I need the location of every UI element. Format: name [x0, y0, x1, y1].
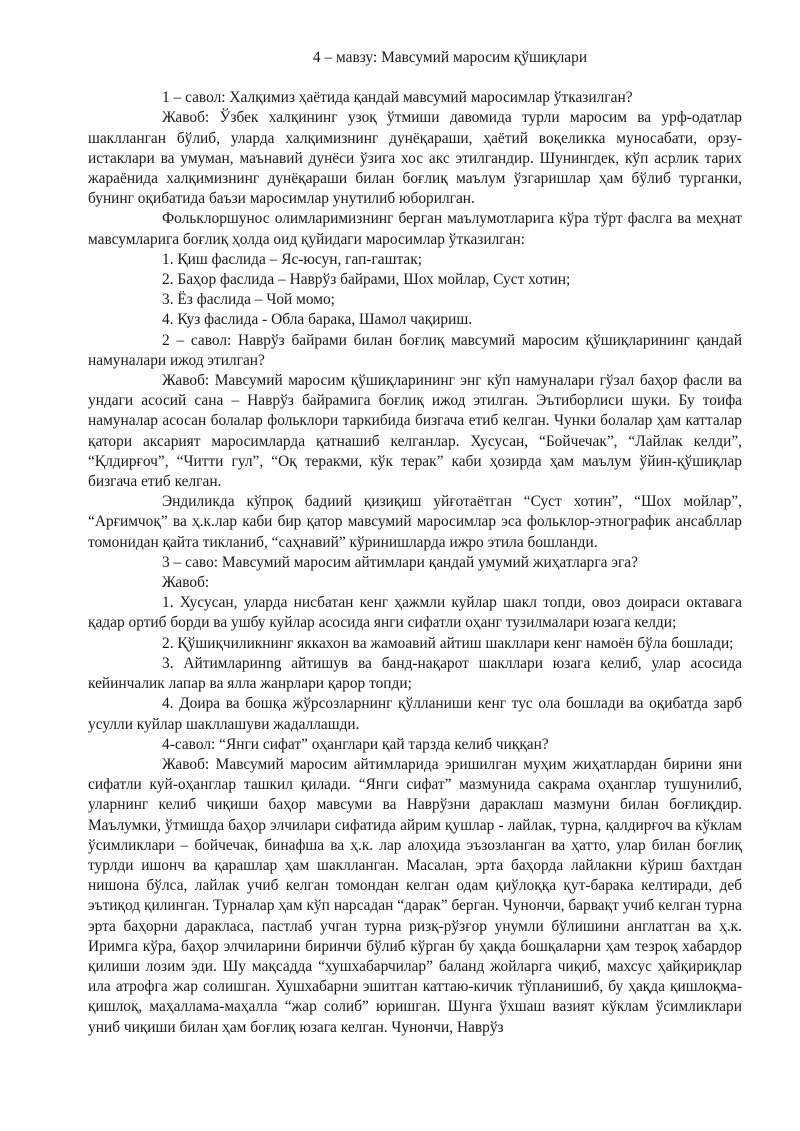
answer-2-continued: Эндиликда кўпроқ бадиий қизиқиш уйғотаётган “Суст хотин”, “Шох мойлар”, “Арғимчоқ” ва ҳ.к.лар каби бир қатор мавсумий маросимлар эса фольклор-этнографик ансабллар томонидан қайта тикланиб, “саҳнавий” кўринишларда ижро этила бошланди.	[88, 493, 742, 551]
answer-3-point-1: 1. Хусусан, уларда нисбатан кенг ҳажмли куйлар шакл топди, овоз доираси октавага қадар ортиб борди ва ушбу куйлар асосида янги сифатли оҳанг тузилмалари юзага келди;	[88, 594, 742, 632]
question-3: 3 – саво: Мавсумий маросим айтимлари қандай умумий жиҳатларга эга?	[162, 553, 638, 571]
list-item-summer: 3. Ёз фаслида – Чой момо;	[162, 291, 335, 309]
document-page	[88, 48, 742, 1038]
answer-1: Жавоб: Ўзбек халқининг узоқ ўтмиши давомида турли маросим ва урф-одатлар шаклланган бўлиб, уларда халқимизнинг дунёқараши, ҳаётий воқеликка муносабати, орзу-истаклари ва умуман, маънавий дунёси ўзига хос акс этилгандир. Шунингдек, кўп асрлик тарих жараёнида халқимизнинг дунёқараши билан боғлиқ маълум ўзгаришлар ҳам бўлиб турганки, бунинг оқибатида баъзи маросимлар унутилиб юборилган.	[88, 109, 742, 208]
question-2: 2 – савол: Наврўз байрами билан боғлиқ мавсумий маросим қўшиқларининг қандай намуналари ижод этилган?	[88, 331, 742, 369]
document-title: 4 – мавзу: Мавсумий маросим қўшиқлари	[312, 49, 588, 66]
answer-1-intro-list: Фольклоршунос олимларимизнинг берган маълумотларига кўра тўрт фаслга ва меҳнат мавсумларига боғлиқ ҳолда оид қуйидаги маросимлар ўтказилган:	[88, 210, 742, 248]
list-item-winter: 1. Қиш фаслида – Яс-юсун, гап-гаштак;	[162, 250, 422, 268]
answer-2: Жавоб: Мавсумий маросим қўшиқларининг энг кўп намуналари гўзал баҳор фасли ва ундаги асосий сана – Наврўз байрамига боғлиқ ижод этилган. Эътиборлиси шуки. Бу тоифа намуналар асосан болалар фольклори таркибида бизгача етиб келган. Чунки болалар ҳам катталар қатори аксарият маросимларда қатнашиб келганлар. Хусусан, “Бойчечак”, “Лайлак келди”, “Қлдирғоч”, “Читти гул”, “Оқ теракми, кўк терак” каби ҳозирда ҳам маълум ўйин-қўшиқлар бизгача етиб келган.	[88, 372, 742, 491]
list-item-autumn: 4. Куз фаслида - Обла барака, Шамол чақириш.	[162, 311, 473, 329]
list-item-spring: 2. Баҳор фаслида – Наврўз байрами, Шох мойлар, Суст хотин;	[162, 271, 571, 289]
answer-4: Жавоб: Мавсумий маросим айтимларида эришилган муҳим жиҳатлардан бирини яни сифатли куй-оҳанглар ташкил қилади. “Янги сифат” мазмунида сакрама оҳанглар тушунилиб, уларнинг келиб чиқиши баҳор мавсуми ва Наврўзни дараклаш мазмуни билан боғлиқдир. Маълумки, ўтмишда баҳор элчилари сифатида айрим қушлар - лайлак, турна, қалдирғоч ва кўклам ўсимликлари – бойчечак, бинафша ва ҳ.к. лар алоҳида эъзозланган ва ҳатто, улар билан боғлиқ турлди ишонч ва қарашлар ҳам шаклланган. Масалан, эрта баҳорда лайлакни кўриш бахтдан нишона бўлса, лайлак учиб келган томондан келган одам қиўлоққа қут-барака келтиради, деб эътиқод қилинган. Турналар ҳам кўп нарсадан “дарак” берган. Чунончи, барвақт учиб келган турна эрта баҳорни дараклаcа, пастлаб учган турна ризқ-рўзғор унумли бўлишини англатган ва ҳ.к. Иримга кўра, баҳор элчиларини биринчи бўлиб кўрган бу ҳақда бошқаларни ҳам тезроқ хабардор қилиши лозим эди. Шу мақсадда “хушхабарчилар” баланд жойларга чиқиб, махсус ҳайқириқлар ила атрофга жар солишган. Хушхабарни эшитган каттаю-кичик тўпланишиб, бу ҳақда қишлоқма-қишлоқ, маҳаллама-маҳалла “жар солиб” юришган. Шунга ўхшаш вазият кўклам ўсимликлари униб чиқиши билан ҳам боғлиқ юзага келган. Чунончи, Наврўз	[88, 755, 742, 1036]
answer-3-point-4: 4. Доира ва бошқа жўрсозларнинг қўлланиши кенг тус ола бошлади ва оқибатда зарб усулли куйлар шакллашуви жадаллашди.	[88, 695, 742, 733]
answer-3-label: Жавоб:	[162, 574, 210, 592]
answer-3-point-2: 2. Қўшиқчиликнинг яккахон ва жамоавий айтиш шакллари кенг намоён бўла бошлади;	[162, 634, 734, 652]
answer-3-point-3: 3. Айтимларинng айтишув ва банд-нақарот шакллари юзага келиб, улар асосида кейинчалик лапар ва ялла жанрлари қарор топди;	[88, 654, 742, 693]
question-1: 1 – савол: Халқимиз ҳаётида қандай мавсумий маросимлар ўтказилган?	[162, 89, 633, 107]
question-4: 4-савол: “Янги сифат” оҳанглари қай тарзда келиб чиққан?	[162, 735, 549, 753]
